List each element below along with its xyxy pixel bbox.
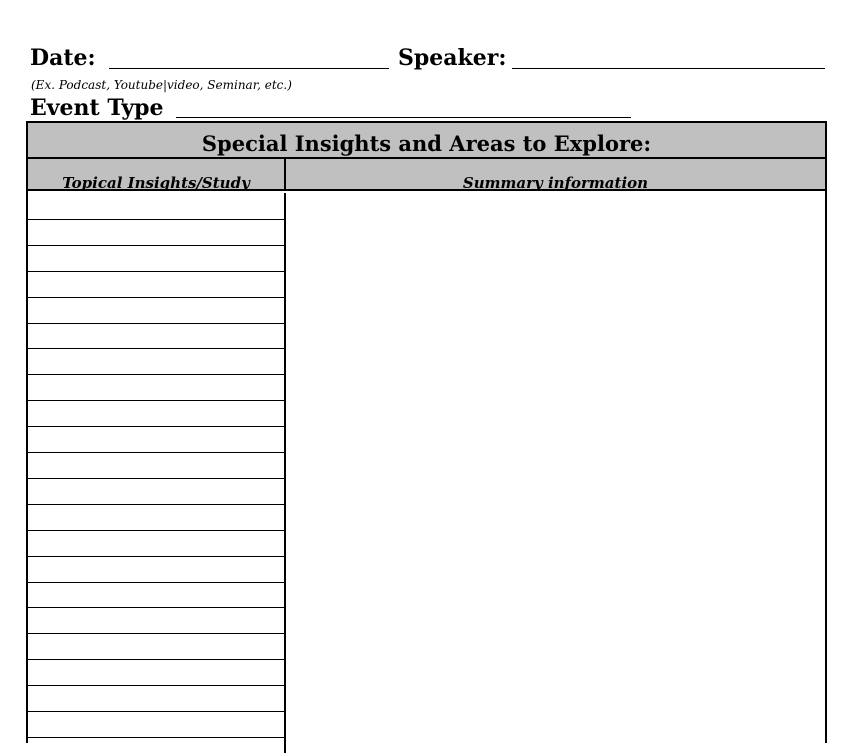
table-row[interactable]	[28, 504, 284, 505]
table-row[interactable]	[28, 400, 284, 401]
event-type-field[interactable]	[176, 117, 631, 118]
table-row[interactable]	[28, 556, 284, 557]
table-row[interactable]	[28, 633, 284, 634]
summary-information-area[interactable]	[286, 193, 825, 753]
column-header-topical-insights: Topical Insights/Study	[28, 159, 286, 191]
speaker-field[interactable]	[512, 68, 825, 69]
table-row[interactable]	[28, 530, 284, 531]
table-row[interactable]	[28, 737, 284, 738]
event-type-hint: (Ex. Podcast, Youtube|video, Seminar, etc.)	[31, 78, 292, 92]
table-row[interactable]	[28, 323, 284, 324]
insights-table	[26, 121, 827, 743]
table-row[interactable]	[28, 711, 284, 712]
topical-insights-column	[28, 193, 286, 753]
table-row[interactable]	[28, 426, 284, 427]
table-row[interactable]	[28, 271, 284, 272]
table-row[interactable]	[28, 607, 284, 608]
date-label: Date:	[30, 45, 96, 71]
date-field[interactable]	[109, 68, 389, 69]
event-type-label: Event Type	[30, 95, 164, 121]
table-row[interactable]	[28, 478, 284, 479]
table-row[interactable]	[28, 297, 284, 298]
table-row[interactable]	[28, 374, 284, 375]
table-title: Special Insights and Areas to Explore:	[28, 123, 825, 159]
table-row[interactable]	[28, 245, 284, 246]
table-row[interactable]	[28, 685, 284, 686]
speaker-label: Speaker:	[398, 45, 507, 71]
table-row[interactable]	[28, 659, 284, 660]
table-row[interactable]	[28, 582, 284, 583]
table-row[interactable]	[28, 348, 284, 349]
table-row[interactable]	[28, 219, 284, 220]
column-header-summary: Summary information	[286, 159, 825, 191]
table-row[interactable]	[28, 452, 284, 453]
